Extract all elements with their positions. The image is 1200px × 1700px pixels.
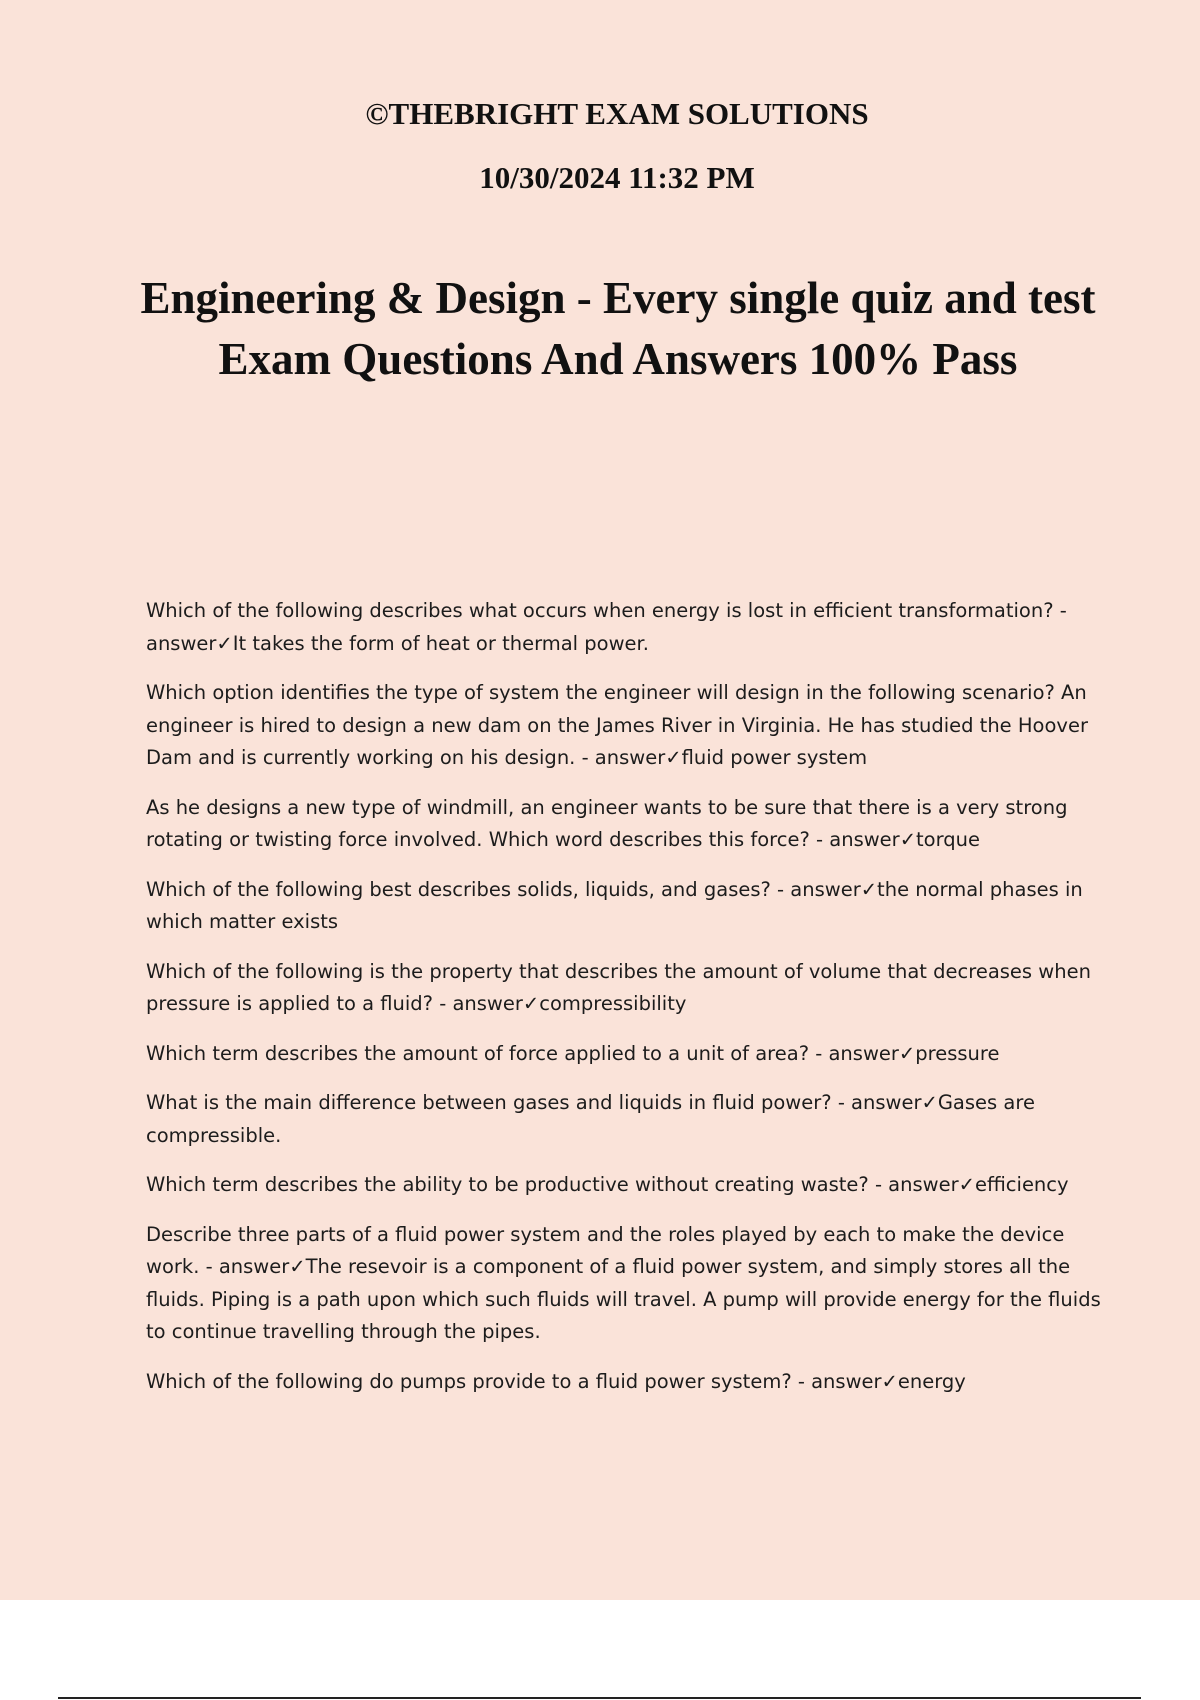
qa-list <box>146 595 1106 1415</box>
qa-item: Which term describes the amount of force applied to a unit of area? - answer✓pressure <box>146 1041 1000 1065</box>
document-title: Engineering & Design - Every single quiz and test Exam Questions And Answers 100% Pass <box>140 273 1096 384</box>
qa-item: As he designs a new type of windmill, an engineer wants to be sure that there is a very strong rotating or twisting force involved. Which word describes this force? - answer✓torque <box>146 795 1068 851</box>
document-timestamp: 10/30/2024 11:32 PM <box>479 160 755 195</box>
footer-divider <box>58 1697 1141 1699</box>
qa-item: Which of the following best describes solids, liquids, and gases? - answer✓the normal phases in which matter exists <box>146 877 1083 933</box>
qa-item: What is the main difference between gases and liquids in fluid power? - answer✓Gases are compressible. <box>146 1091 1035 1147</box>
qa-item: Describe three parts of a fluid power system and the roles played by each to make the device work. - answer✓The resevoir is a component of a fluid power system, and simply stores all the fluids. Piping is a path upon which such fluids will travel. A pump will provide energy for the fluids to continue travelling through the pipes. <box>146 1222 1101 1343</box>
qa-item: Which of the following is the property that describes the amount of volume that decreases when pressure is applied to a fluid? - answer✓compressibility <box>146 959 1091 1015</box>
qa-item: Which of the following do pumps provide to a fluid power system? - answer✓energy <box>146 1369 966 1393</box>
qa-item: Which of the following describes what occurs when energy is lost in efficient transformation? - answer✓It takes the form of heat or thermal power. <box>146 599 1067 655</box>
qa-item: Which option identifies the type of system the engineer will design in the following scenario? An engineer is hired to design a new dam on the James River in Virginia. He has studied the Hoover Dam and is currently working on his design. - answer✓fluid power system <box>146 681 1088 769</box>
qa-item: Which term describes the ability to be productive without creating waste? - answer✓efficiency <box>146 1173 1069 1196</box>
brand-header: ©THEBRIGHT EXAM SOLUTIONS <box>365 96 869 131</box>
